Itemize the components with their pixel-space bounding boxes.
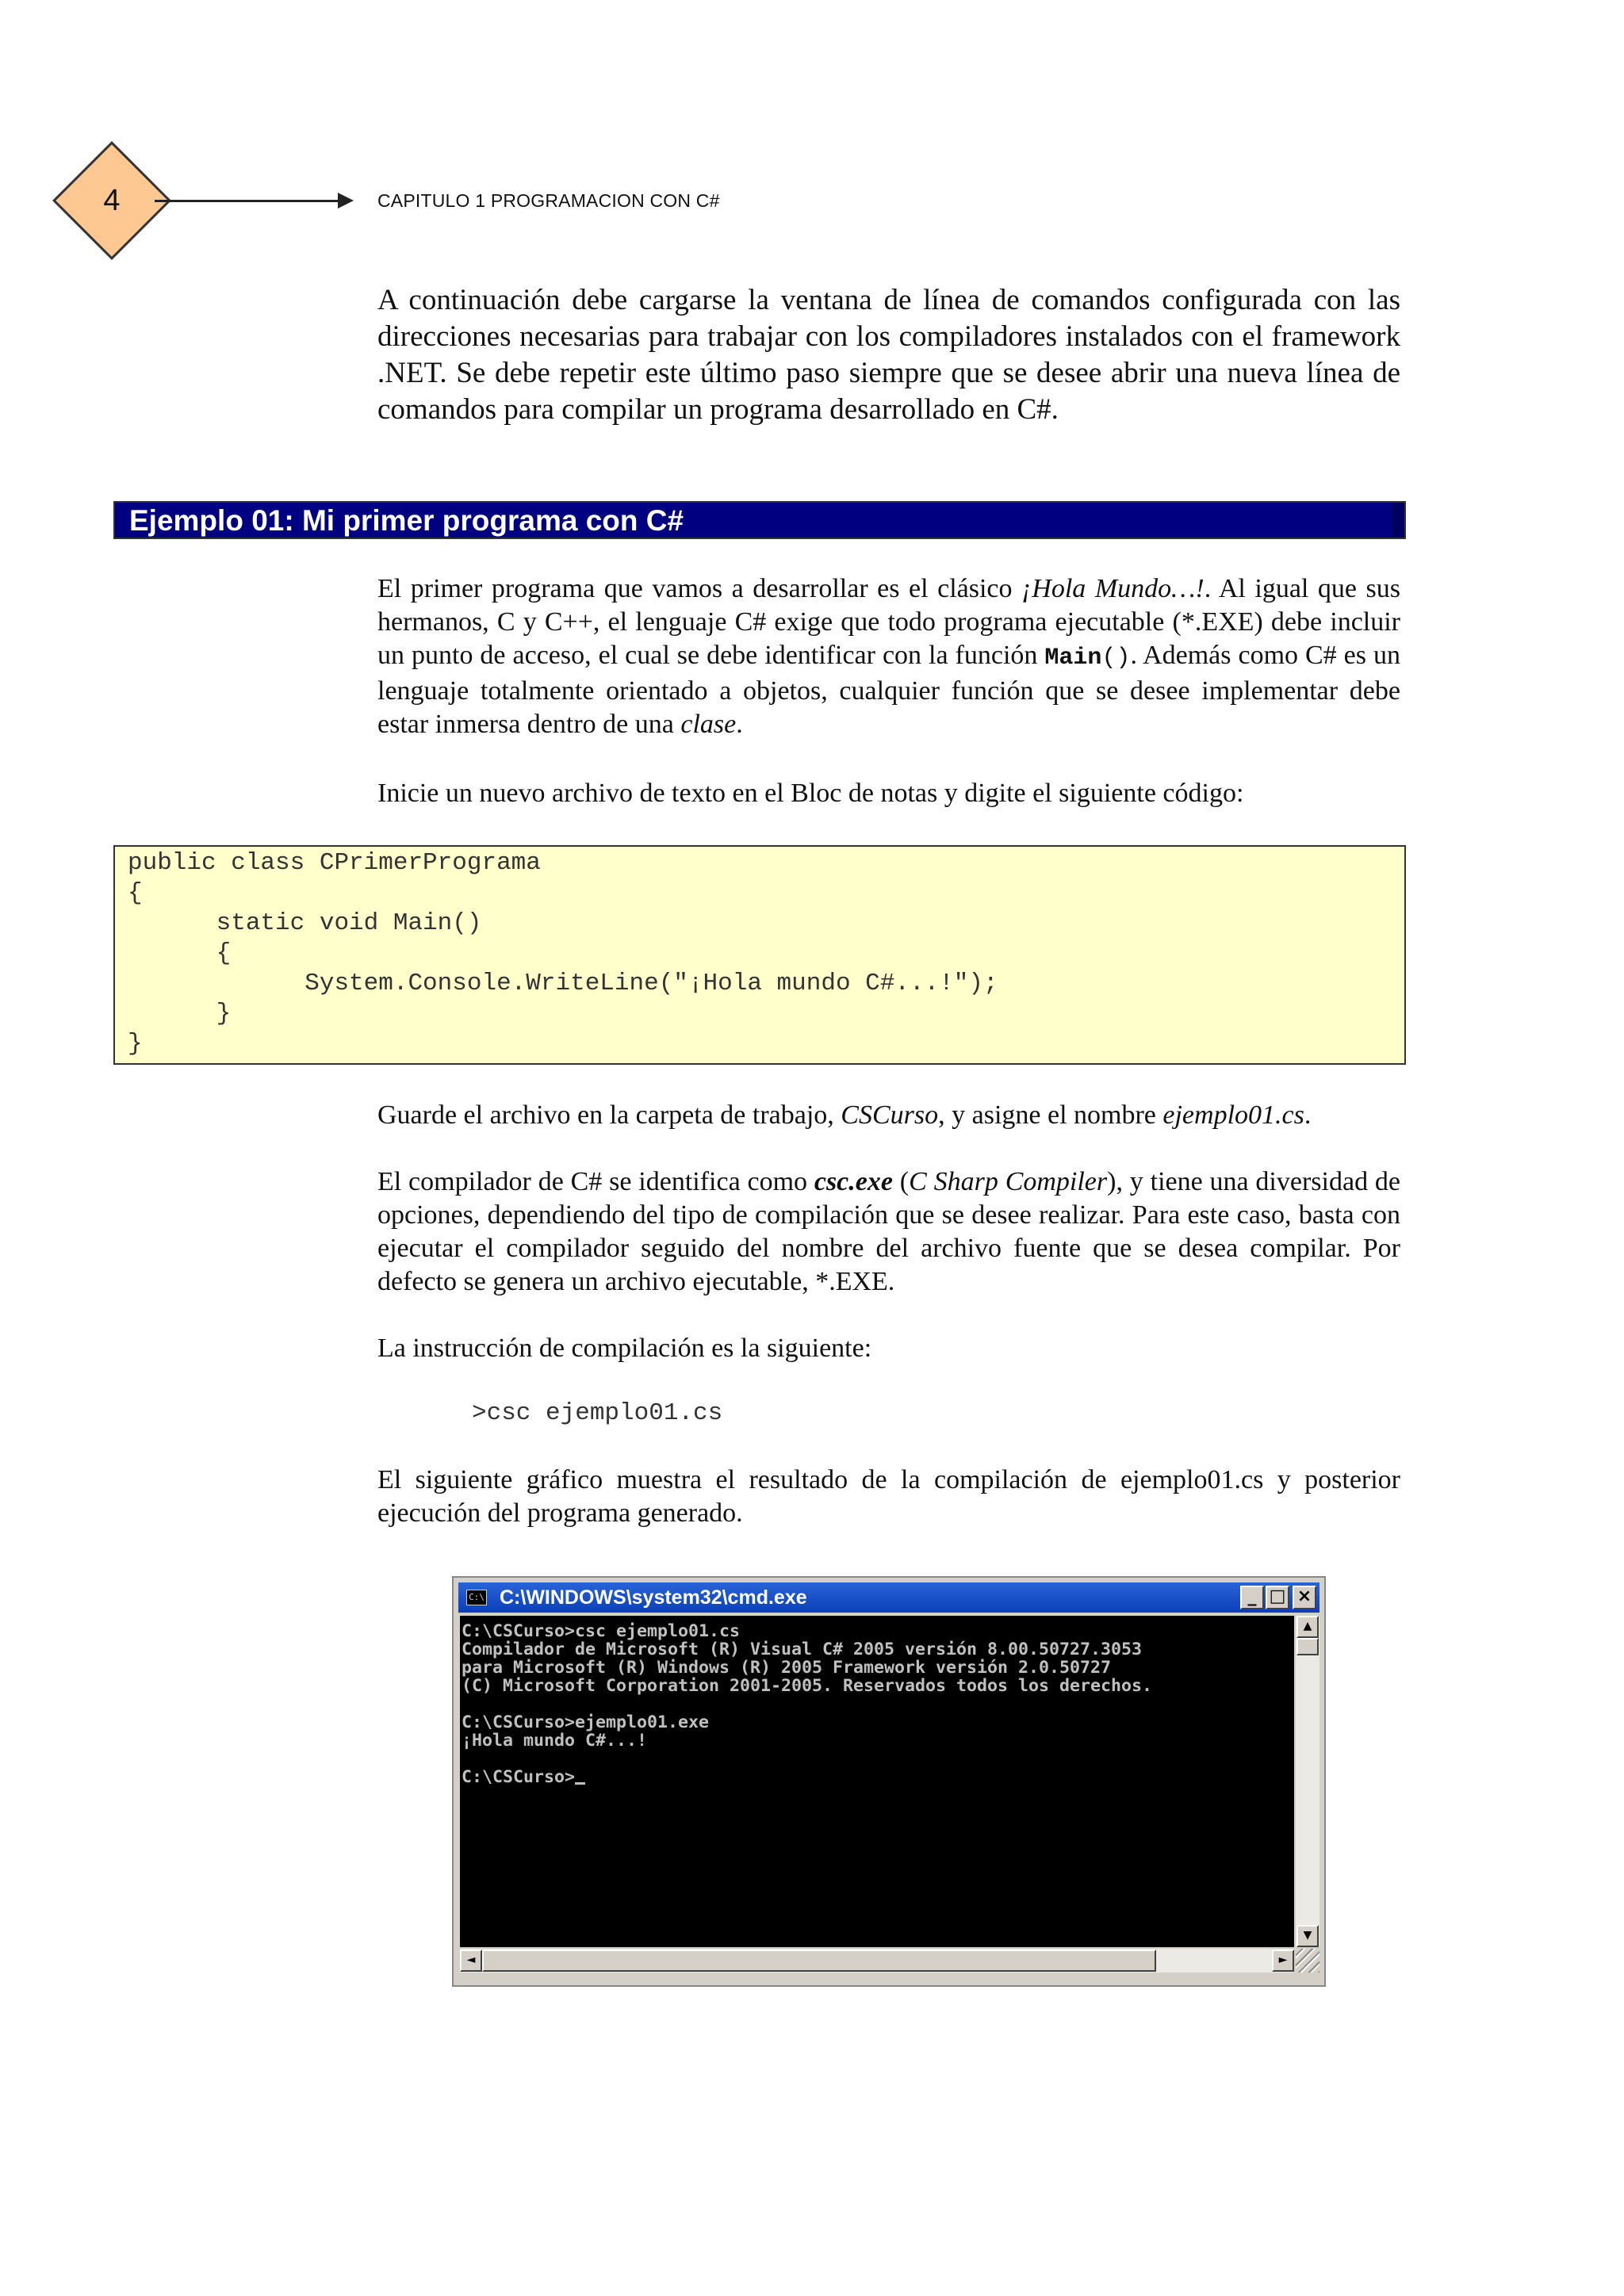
code-line: static void Main() <box>128 909 482 937</box>
console-prompt: C:\CSCurso> <box>462 1767 576 1787</box>
paragraph-graphic-caption: El siguiente gráfico muestra el resultado de la compilación de ejemplo01.cs y posterior ejecución del programa generado. <box>377 1465 1400 1528</box>
console-line: Compilador de Microsoft (R) Visual C# 2005 versión 8.00.50727.3053 <box>462 1640 1143 1659</box>
console-screen[interactable] <box>460 1616 1294 1947</box>
compiler-name-italic: C Sharp Compiler <box>909 1167 1108 1196</box>
console-line: para Microsoft (R) Windows (R) 2005 Framework versión 2.0.50727 <box>462 1658 1112 1678</box>
horizontal-scrollbar[interactable] <box>460 1949 1294 1973</box>
code-line: } <box>128 1030 143 1058</box>
console-window <box>452 1576 1326 1987</box>
section-heading-bar <box>113 501 1406 539</box>
vertical-scroll-thumb[interactable] <box>1297 1638 1319 1655</box>
text-run: . <box>736 710 743 739</box>
close-button[interactable]: × <box>1293 1586 1316 1609</box>
text-run: . Al igual que sus hermanos, C y C++, el lenguaje C# exige que todo programa ejecutable (*.EXE) debe incluir un punto de acceso, el cual se debe identificar con la función <box>377 574 1401 670</box>
paragraph-start-notepad: Inicie un nuevo archivo de texto en el Bloc de notas y digite el siguiente código: <box>377 779 1244 808</box>
page-number: 4 <box>103 183 121 217</box>
header-arrow-line <box>155 200 339 202</box>
running-header <box>377 190 720 212</box>
text-run: Guarde el archivo en la carpeta de trabajo, <box>377 1100 841 1130</box>
scroll-right-button[interactable]: ► <box>1272 1950 1294 1972</box>
code-line: { <box>128 879 143 907</box>
console-title: C:\WINDOWS\system32\cmd.exe <box>500 1586 807 1609</box>
clase-italic: clase <box>680 710 737 739</box>
code-line: { <box>128 939 232 967</box>
paragraph-first-program <box>377 572 1400 741</box>
scroll-down-button[interactable]: ▼ <box>1297 1925 1319 1947</box>
code-line: public class CPrimerPrograma <box>128 849 541 877</box>
vertical-scrollbar[interactable] <box>1296 1616 1320 1947</box>
folder-name-italic: CSCurso <box>841 1100 939 1130</box>
main-function-code: Main <box>1044 645 1102 672</box>
file-name-italic: ejemplo01.cs <box>1162 1100 1304 1130</box>
code-line: } <box>128 1000 232 1027</box>
csc-exe-bold-italic: csc.exe <box>814 1167 893 1196</box>
code-line: System.Console.WriteLine("¡Hola mundo C#...!"); <box>128 970 998 997</box>
horizontal-scroll-thumb[interactable] <box>482 1950 1156 1972</box>
paragraph-compiler <box>377 1165 1400 1299</box>
console-system-icon: C:\ <box>466 1590 487 1605</box>
chapter-label: CAPITULO 1 <box>377 190 486 211</box>
scroll-up-button[interactable]: ▲ <box>1297 1616 1319 1638</box>
paragraph-save-file <box>377 1099 1400 1132</box>
compile-command: >csc ejemplo01.cs <box>472 1399 723 1427</box>
main-parens-code: () <box>1101 645 1131 672</box>
paragraph-compile-instruction: La instrucción de compilación es la siguiente: <box>377 1334 872 1363</box>
text-run: El primer programa que vamos a desarrollar es el clásico <box>377 574 1022 603</box>
console-line: (C) Microsoft Corporation 2001-2005. Reservados todos los derechos. <box>462 1676 1153 1696</box>
console-titlebar <box>458 1582 1320 1613</box>
code-listing <box>113 845 1406 1065</box>
hola-mundo-italic: ¡Hola Mundo…! <box>1021 574 1205 603</box>
text-run: El compilador de C# se identifica como <box>377 1167 814 1196</box>
scroll-left-button[interactable]: ◄ <box>460 1950 482 1972</box>
text-run: ( <box>892 1167 910 1196</box>
text-run: , y asigne el nombre <box>938 1100 1163 1130</box>
text-run: ), y tiene una diversidad de opciones, dependiendo del tipo de compilación que se desee realizar. Para este caso, basta con ejecutar el compilador seguido del nombre del archivo fuente que se desea compilar. Por defecto se genera un archivo ejecutable, *.EXE. <box>377 1167 1400 1296</box>
section-bar-end <box>1392 503 1404 538</box>
intro-paragraph: A continuación debe cargarse la ventana de línea de comandos configurada con las direcciones necesarias para trabajar con los compiladores instalados con el framework .NET. Se debe repetir este último paso siempre que se desee abrir una nueva línea de comandos para compilar un programa desarrollado en C#. <box>377 284 1400 426</box>
text-run: . Además como C# es un lenguaje totalmente orientado a objetos, cualquier función que se desee implementar debe estar inmersa dentro de una <box>377 641 1400 739</box>
console-line: C:\CSCurso>ejemplo01.exe <box>462 1712 710 1732</box>
console-prompt-line <box>462 1768 585 1786</box>
text-run: . <box>1304 1100 1312 1130</box>
chapter-title: PROGRAMACION CON C# <box>490 190 720 211</box>
minimize-button[interactable]: _ <box>1240 1586 1264 1609</box>
console-line: C:\CSCurso>csc ejemplo01.cs <box>462 1621 741 1641</box>
maximize-button[interactable]: □ <box>1266 1586 1289 1609</box>
header-arrow-head <box>338 193 354 209</box>
resize-grip[interactable] <box>1296 1949 1320 1973</box>
section-title: Ejemplo 01: Mi primer programa con C# <box>129 504 684 537</box>
console-cursor <box>575 1782 585 1785</box>
console-line: ¡Hola mundo C#...! <box>462 1731 648 1751</box>
